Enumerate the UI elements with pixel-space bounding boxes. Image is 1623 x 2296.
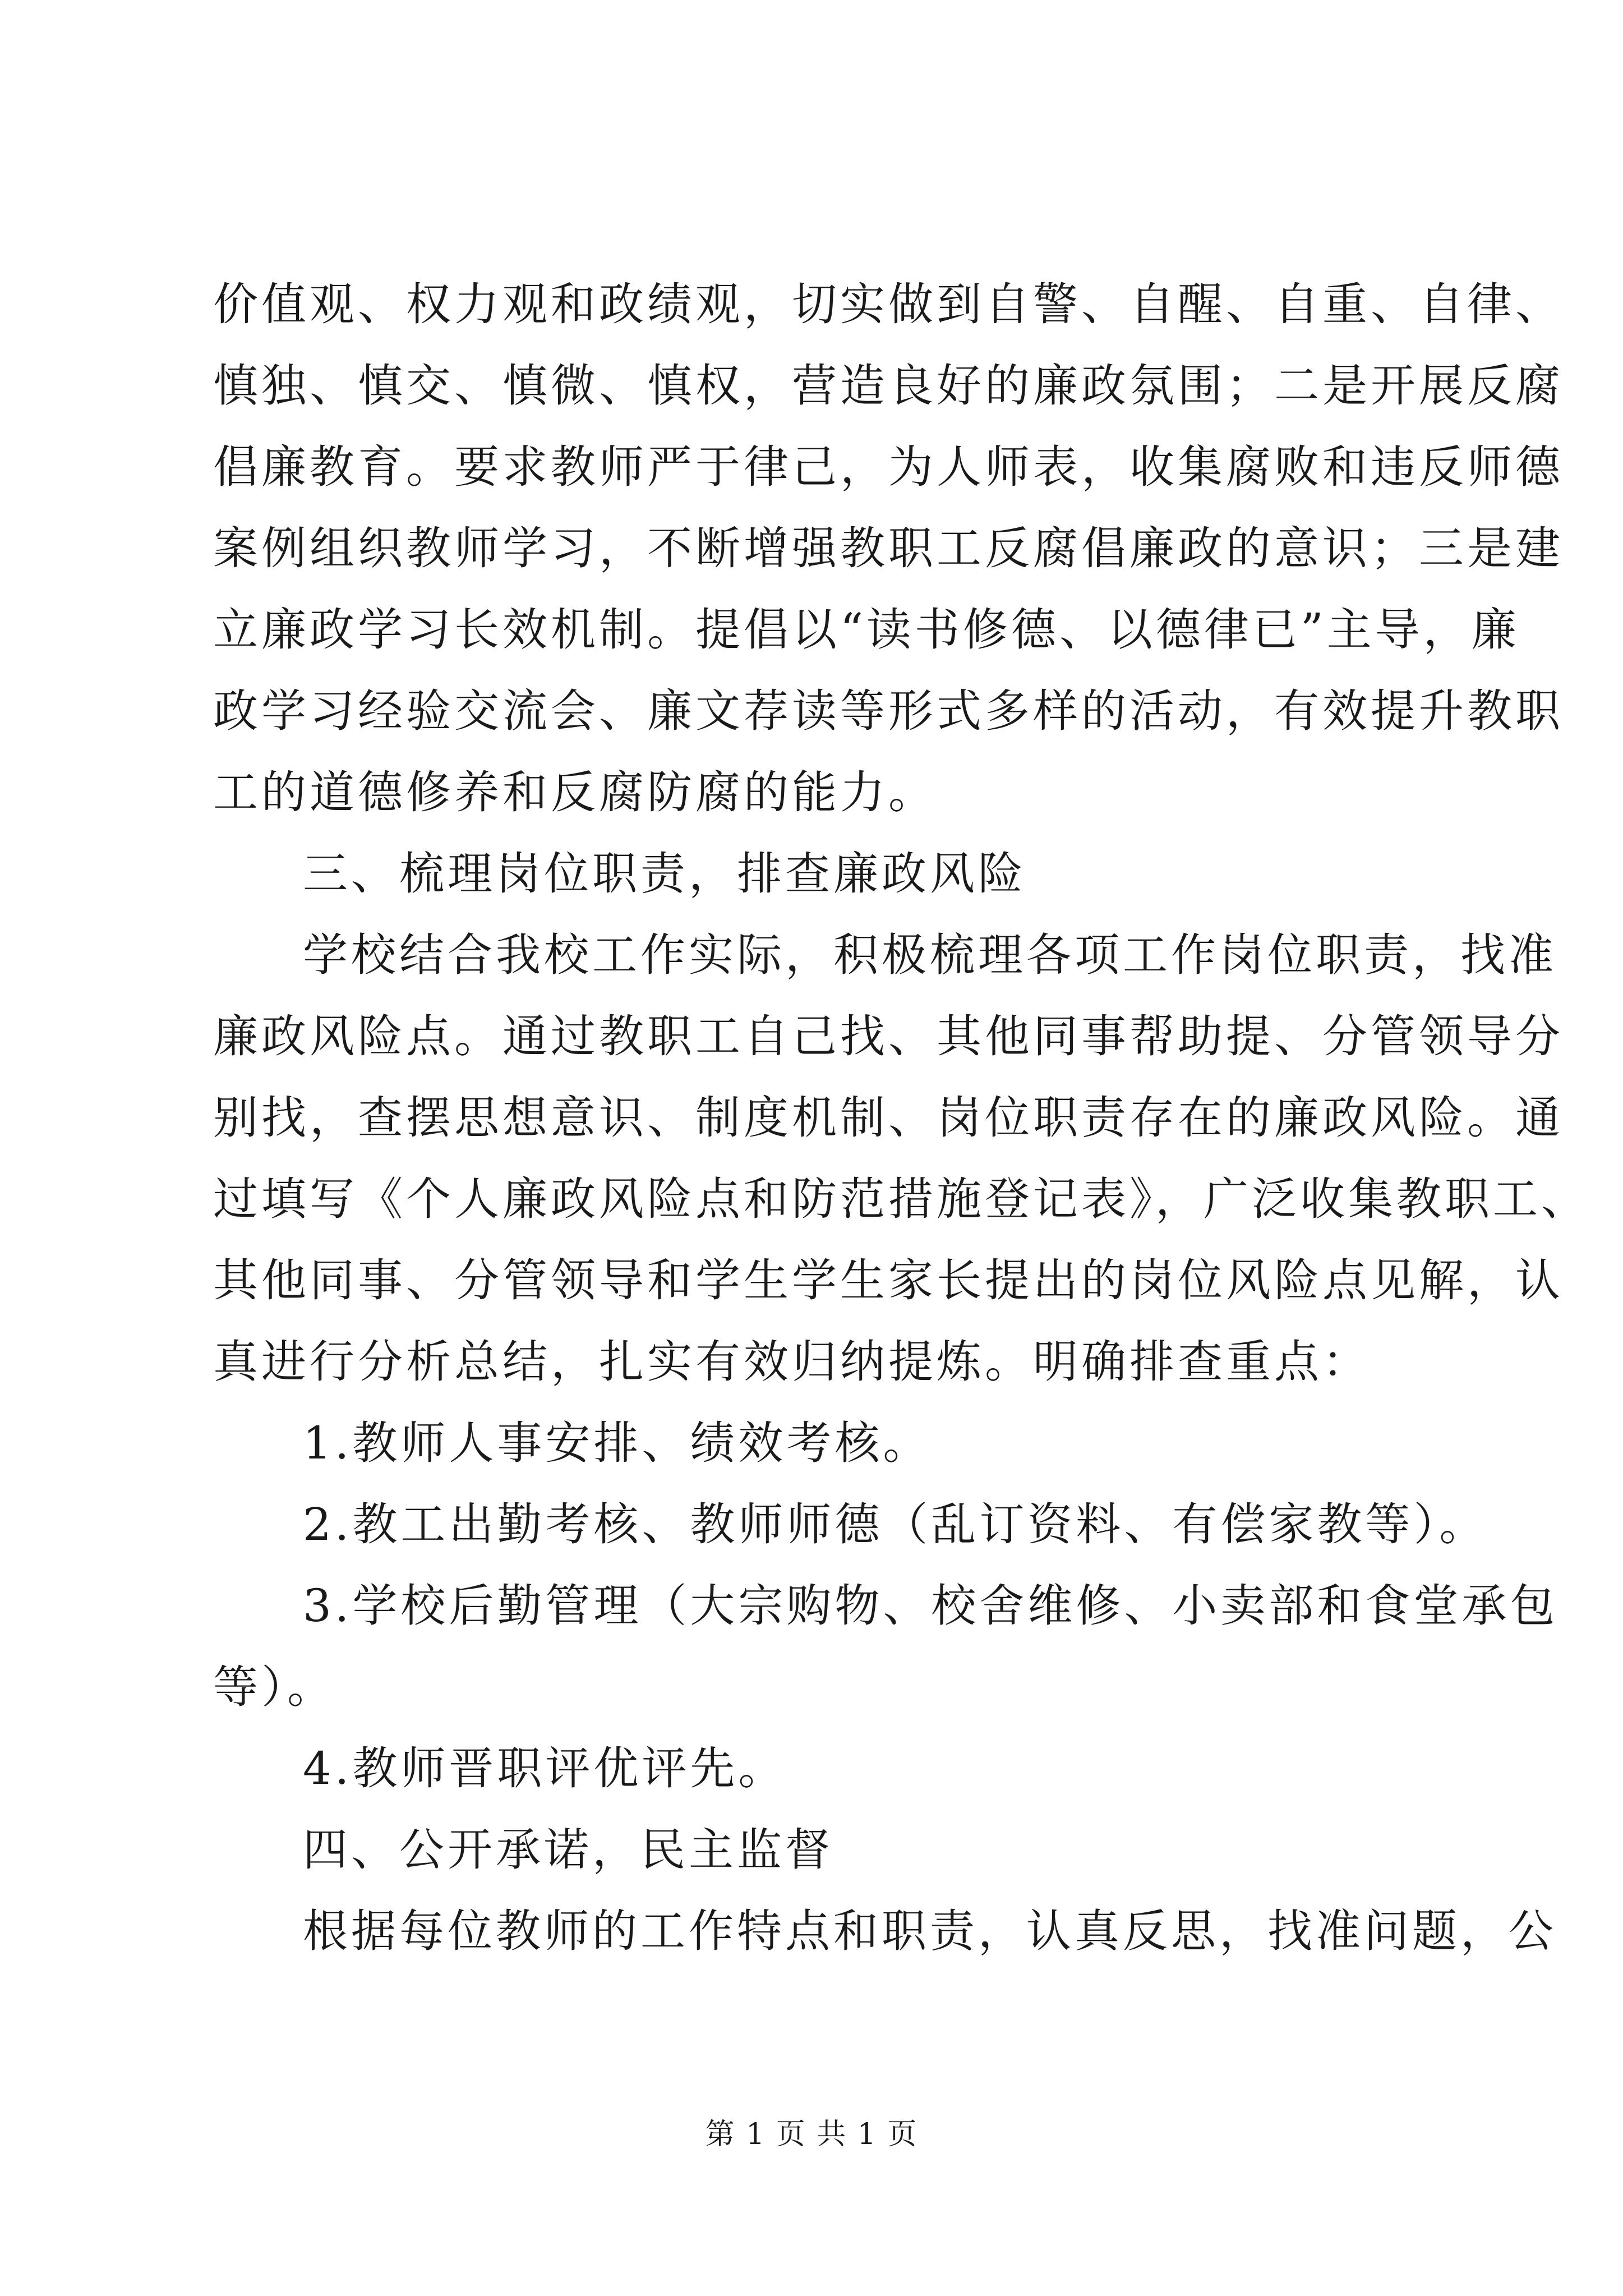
text-line: 学校结合我校工作实际，积极梳理各项工作岗位职责，找准 — [303, 929, 1557, 981]
text-line: 其他同事、分管领导和学生学生家长提出的岗位风险点见解，认 — [213, 1254, 1564, 1306]
document-body — [213, 264, 1589, 1972]
list-item: 1.教师人事安排、绩效考核。 — [303, 1417, 932, 1469]
section-heading: 三、梳理岗位职责，排查廉政风险 — [303, 848, 1026, 900]
list-item: 3.学校后勤管理（大宗购物、校舍维修、小卖部和食堂承包 — [303, 1580, 1559, 1632]
text-line: 政学习经验交流会、廉文荐读等形式多样的活动，有效提升教职 — [213, 685, 1564, 737]
text-line: 根据每位教师的工作特点和职责，认真反思，找准问题，公 — [303, 1905, 1557, 1957]
text-line: 立廉政学习长效机制。提倡以“读书修德、以德律已”主导，廉 — [213, 604, 1520, 656]
text-line: 工的道德修养和反腐防腐的能力。 — [213, 766, 937, 818]
list-item: 2.教工出勤考核、教师师德（乱订资料、有偿家教等）。 — [303, 1498, 1488, 1550]
text-line: 价值观、权力观和政绩观，切实做到自警、自醒、自重、自律、 — [213, 278, 1564, 330]
text-line: 真进行分析总结，扎实有效归纳提炼。明确排查重点： — [213, 1336, 1371, 1388]
page-footer: 第 1 页 共 1 页 — [705, 2118, 918, 2151]
text-line: 廉政风险点。通过教职工自己找、其他同事帮助提、分管领导分 — [213, 1010, 1564, 1062]
text-line: 过填写《个人廉政风险点和防范措施登记表》，广泛收集教职工、 — [213, 1173, 1589, 1225]
text-line: 倡廉教育。要求教师严于律己，为人师表，收集腐败和违反师德 — [213, 441, 1564, 493]
text-line: 案例组织教师学习，不断增强教职工反腐倡廉政的意识；三是建 — [213, 522, 1564, 574]
list-item: 4.教师晋职评优评先。 — [303, 1742, 787, 1795]
text-line: 别找，查摆思想意识、制度机制、岗位职责存在的廉政风险。通 — [213, 1092, 1564, 1144]
text-line: 慎独、慎交、慎微、慎权，营造良好的廉政氛围；二是开展反腐 — [213, 360, 1564, 412]
section-heading: 四、公开承诺，民主监督 — [303, 1824, 833, 1876]
list-item-continuation: 等）。 — [213, 1661, 335, 1713]
